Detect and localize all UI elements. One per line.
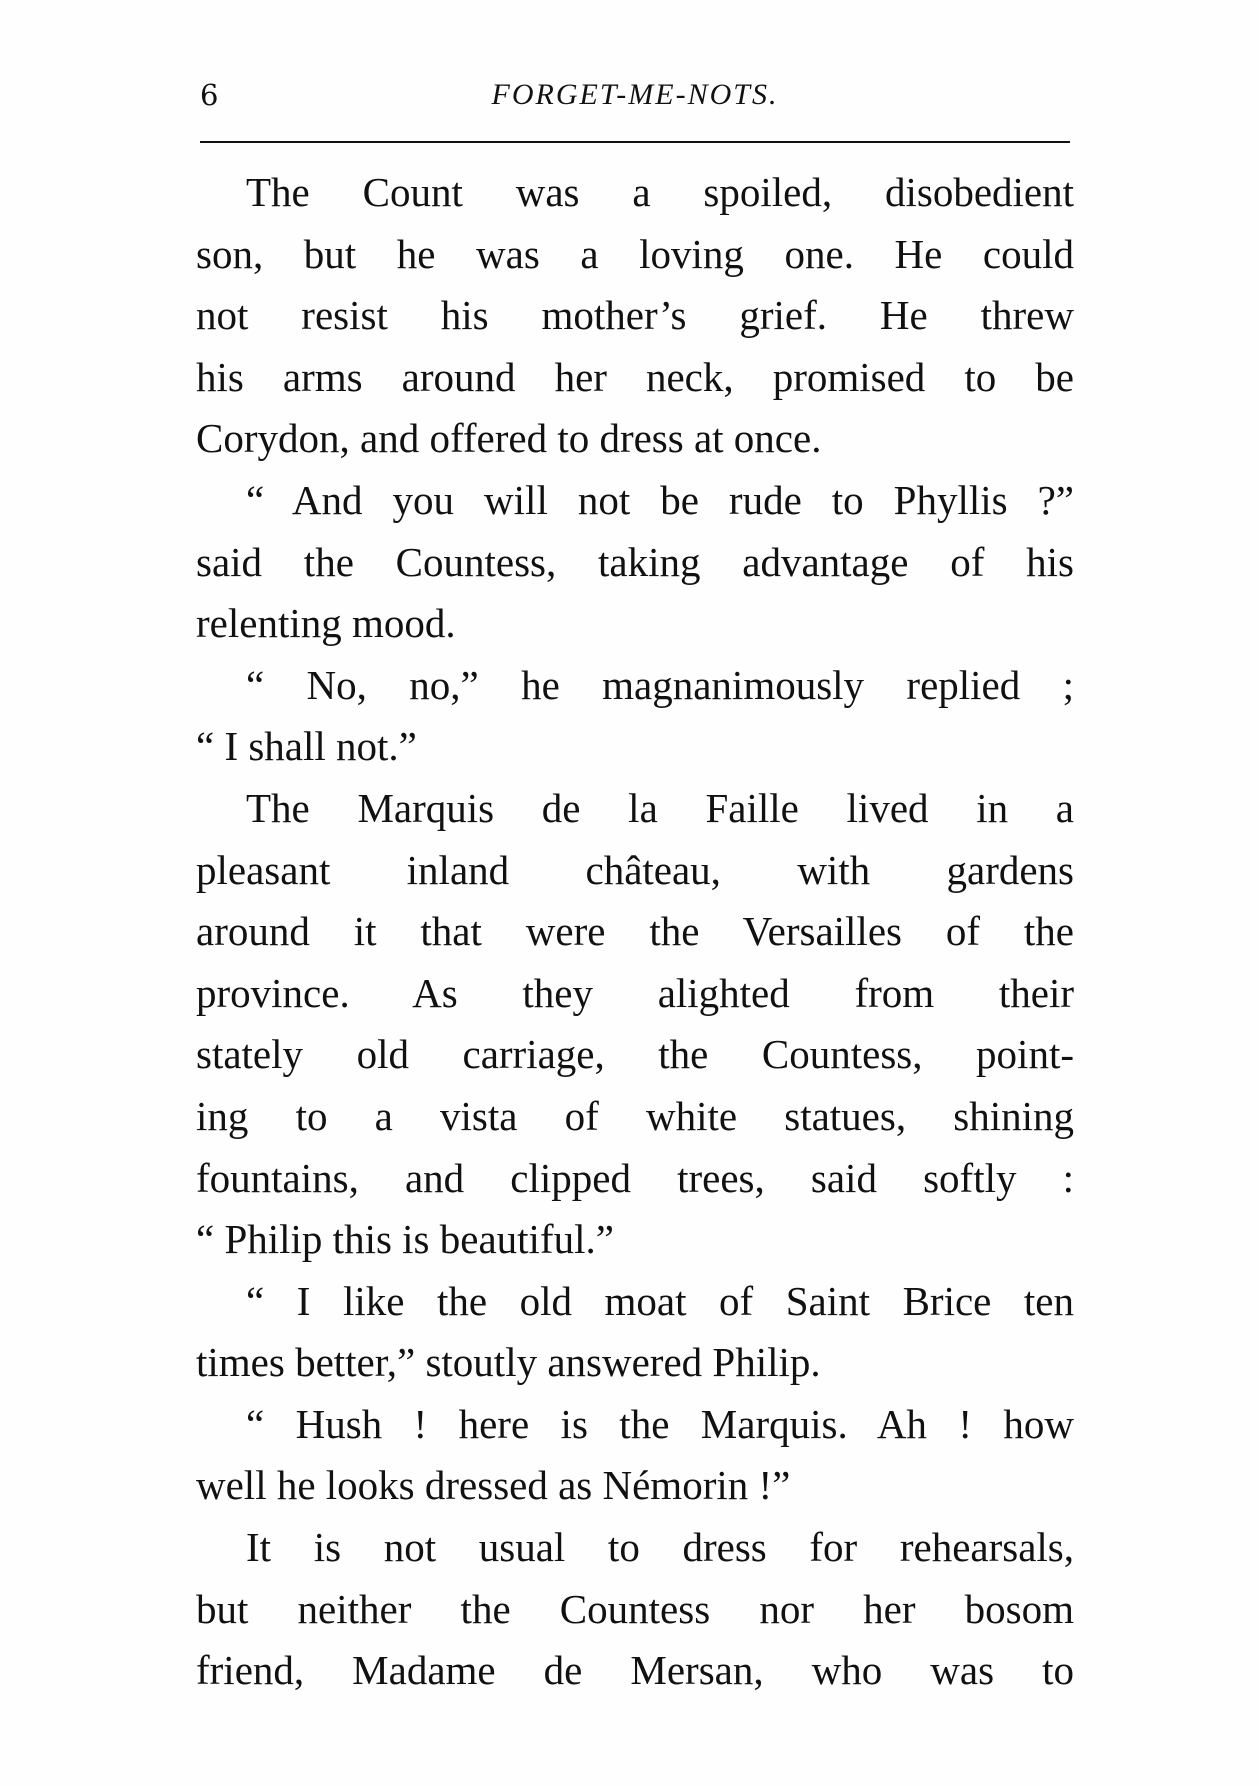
- text-line: stately old carriage, the Countess, point-: [196, 1031, 1074, 1078]
- text-line: relenting mood.: [196, 600, 456, 647]
- text-line: “ Philip this is beautiful.”: [196, 1216, 614, 1263]
- header-rule: [200, 141, 1070, 143]
- text-line: well he looks dressed as Némorin !”: [196, 1462, 791, 1509]
- text-line: The Marquis de la Faille lived in a: [246, 784, 1074, 831]
- text-line: The Count was a spoiled, disobedient: [246, 169, 1074, 215]
- text-line: said the Countess, taking advantage of his: [196, 538, 1074, 585]
- body-text: [196, 162, 1074, 1702]
- text-line: but neither the Countess nor her bosom: [196, 1585, 1074, 1632]
- text-line: friend, Madame de Mersan, who was to: [196, 1647, 1074, 1694]
- text-line: fountains, and clipped trees, said softly :: [196, 1154, 1074, 1201]
- text-line: not resist his mother’s grief. He threw: [196, 292, 1074, 339]
- text-line: It is not usual to dress for rehearsals,: [246, 1524, 1074, 1571]
- text-line: “ And you will not be rude to Phyllis ?”: [246, 476, 1074, 523]
- running-title: FORGET-ME-NOTS.: [491, 78, 779, 111]
- text-line: “ No, no,” he magnanimously replied ;: [246, 661, 1074, 708]
- page-number: 6: [200, 78, 219, 112]
- text-line: times better,” stoutly answered Philip.: [196, 1339, 821, 1386]
- text-line: ing to a vista of white statues, shining: [196, 1092, 1074, 1139]
- text-line: pleasant inland château, with gardens: [196, 846, 1074, 893]
- text-line: around it that were the Versailles of the: [196, 908, 1074, 955]
- text-line: Corydon, and offered to dress at once.: [196, 415, 822, 462]
- text-line: “ Hush ! here is the Marquis. Ah ! how: [246, 1400, 1074, 1447]
- text-line: “ I like the old moat of Saint Brice ten: [246, 1277, 1074, 1324]
- text-line: son, but he was a loving one. He could: [196, 230, 1074, 277]
- text-line: province. As they alighted from their: [196, 969, 1074, 1016]
- text-line: his arms around her neck, promised to be: [196, 353, 1074, 400]
- page-header: [200, 78, 1070, 124]
- text-line: “ I shall not.”: [196, 723, 417, 770]
